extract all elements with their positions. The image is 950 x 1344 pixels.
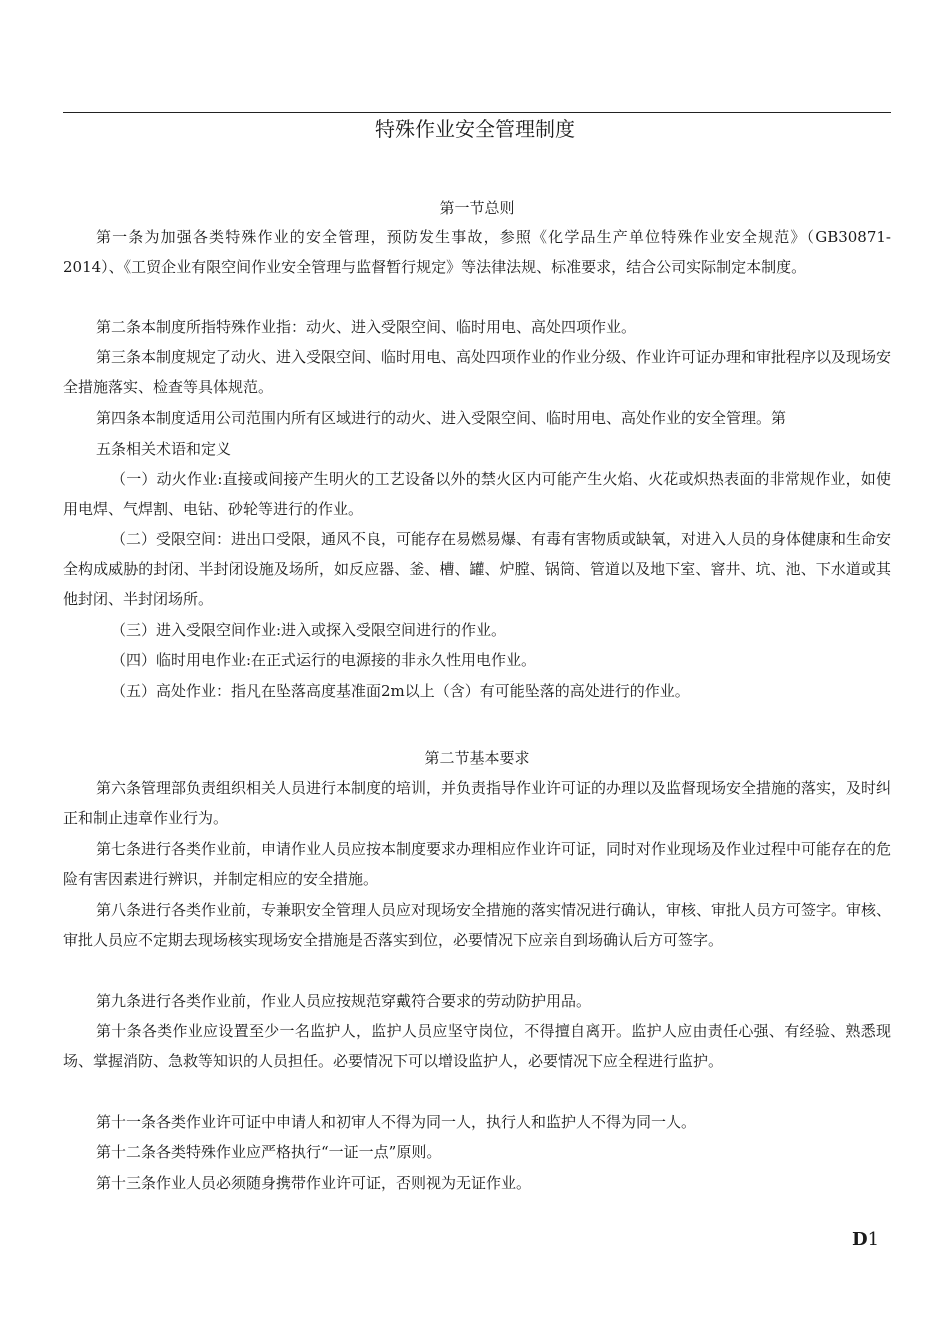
paragraph-article-12: 第十二条各类特殊作业应严格执行“一证一点”原则。 bbox=[96, 1143, 442, 1161]
definition-item-2: （二）受限空间：进出口受限，通风不良，可能存在易燃易爆、有毒有害物质或缺氧，对进入人员的身体健康和生命安全构成威胁的封闭、半封闭设施及场所，如反应器、釜、槽、罐、炉膛、锅筒、管道以及地下室、窨井、坑、池、下水道或其他封闭、半封闭场所。 bbox=[63, 530, 892, 608]
paragraph-article-3: 第三条本制度规定了动火、进入受限空间、临时用电、高处四项作业的作业分级、作业许可证办理和审批程序以及现场安全措施落实、检查等具体规范。 bbox=[63, 348, 892, 396]
page-number-prefix: D bbox=[852, 1229, 868, 1250]
paragraph-article-1: 第一条为加强各类特殊作业的安全管理，预防发生事故，参照《化学品生产单位特殊作业安全规范》（GB30871-2014）、《工贸企业有限空间作业安全管理与监督暂行规定》等法律法规、标准要求，结合公司实际制定本制度。 bbox=[63, 228, 891, 276]
paragraph-article-5: 五条相关术语和定义 bbox=[96, 440, 232, 458]
paragraph-article-2: 第二条本制度所指特殊作业指：动火、进入受限空间、临时用电、高处四项作业。 bbox=[96, 318, 637, 336]
paragraph-article-8: 第八条进行各类作业前，专兼职安全管理人员应对现场安全措施的落实情况进行确认，审核、审批人员方可签字。审核、审批人员应不定期去现场核实现场安全措施是否落实到位，必要情况下应亲自到场确认后方可签字。 bbox=[63, 901, 892, 949]
paragraph-article-13: 第十三条作业人员必须随身携带作业许可证，否则视为无证作业。 bbox=[96, 1174, 532, 1192]
paragraph-article-4: 第四条本制度适用公司范围内所有区域进行的动火、进入受限空间、临时用电、高处作业的安全管理。第 bbox=[96, 409, 787, 427]
page-number bbox=[852, 1228, 879, 1252]
section-heading-1: 第一节总则 bbox=[439, 199, 515, 217]
definition-item-1: （一）动火作业:直接或间接产生明火的工艺设备以外的禁火区内可能产生火焰、火花或炽热表面的非常规作业，如使用电焊、气焊割、电钻、砂轮等进行的作业。 bbox=[63, 470, 891, 518]
document-title: 特殊作业安全管理制度 bbox=[375, 117, 575, 141]
definition-item-4: （四）临时用电作业:在正式运行的电源接的非永久性用电作业。 bbox=[111, 651, 537, 669]
definition-item-3: （三）进入受限空间作业:进入或探入受限空间进行的作业。 bbox=[111, 621, 507, 639]
paragraph-article-10: 第十条各类作业应设置至少一名监护人，监护人员应坚守岗位，不得擅自离开。监护人应由责任心强、有经验、熟悉现场、掌握消防、急救等知识的人员担任。必要情况下可以增设监护人，必要情况下应全程进行监护。 bbox=[63, 1022, 891, 1070]
header-rule bbox=[63, 112, 891, 113]
paragraph-article-11: 第十一条各类作业许可证中申请人和初审人不得为同一人，执行人和监护人不得为同一人。 bbox=[96, 1113, 697, 1131]
paragraph-article-6: 第六条管理部负责组织相关人员进行本制度的培训，并负责指导作业许可证的办理以及监督现场安全措施的落实，及时纠正和制止违章作业行为。 bbox=[63, 779, 892, 827]
section-heading-2: 第二节基本要求 bbox=[424, 749, 530, 767]
page-number-value: 1 bbox=[867, 1229, 880, 1250]
definition-item-5: （五）高处作业：指凡在坠落高度基准面2m以上（含）有可能坠落的高处进行的作业。 bbox=[111, 682, 690, 700]
paragraph-article-7: 第七条进行各类作业前，申请作业人员应按本制度要求办理相应作业许可证，同时对作业现场及作业过程中可能存在的危险有害因素进行辨识，并制定相应的安全措施。 bbox=[63, 840, 892, 888]
paragraph-article-9: 第九条进行各类作业前，作业人员应按规范穿戴符合要求的劳动防护用品。 bbox=[96, 992, 592, 1010]
